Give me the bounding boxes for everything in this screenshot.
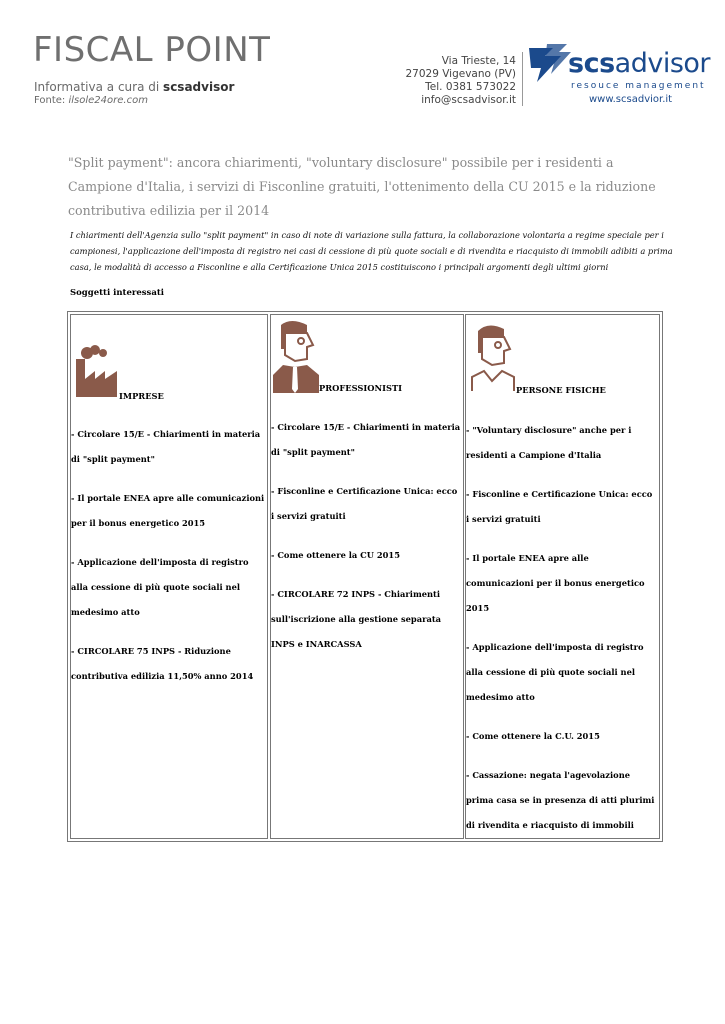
source-name: ilsole24ore.com [68,95,148,106]
list-item[interactable]: - Applicazione dell'imposta di registro alla cessione di più quote sociali nel medesimo atto [466,642,644,702]
list-item[interactable]: - Circolare 15/E - Chiarimenti in materia di "split payment" [271,422,461,457]
address-phone: Tel. 0381 573022 [425,81,516,93]
address-block [405,55,516,107]
factory-icon [73,345,119,397]
column-persone-fisiche [465,314,660,839]
logo-wordmark [568,48,710,79]
column-imprese [70,314,268,839]
list-item[interactable]: - Cassazione: negata l'agevolazione prima casa se in presenza di atti plurimi di rivendita e riacquisto di immobili [466,770,655,830]
list-item[interactable]: - Fisconline e Certificazione Unica: ecco i servizi gratuiti [466,489,653,524]
list-item[interactable]: - Il portale ENEA apre alle comunicazioni per il bonus energetico 2015 [71,493,265,528]
subtitle-brand: scsadvisor [163,80,235,94]
address-email[interactable]: info@scsadvisor.it [421,94,516,106]
logo-bold: scs [568,48,615,79]
list-item[interactable]: - "Voluntary disclosure" anche per i residenti a Campione d'Italia [466,425,632,460]
column-heading-professionisti: PROFESSIONISTI [319,383,402,393]
document-intro: I chiarimenti dell'Agenzia sullo "split payment" in caso di note di variazione sulla fattura, la collaborazione volontaria a regime speciale per i campionesi, l'applicazione dell'imposta di registro nei casi di cessione di più quote sociali e di rivendita e riacquisto di immobili adibiti a prima casa, le modalità di accesso a Fisconline e alla Certificazione Unica 2015 costituiscono i principali argomenti degli ultimi giorni [70,230,673,272]
list-item[interactable]: - Applicazione dell'imposta di registro alla cessione di più quote sociali nel medesimo atto [71,557,249,617]
subjects-table [67,311,663,842]
list-item[interactable]: - CIRCOLARE 72 INPS - Chiarimenti sull'iscrizione alla gestione separata INPS e INARCASSA [271,589,442,649]
column-heading-persone-fisiche: PERSONE FISICHE [516,385,606,395]
brand-subtitle [34,80,234,94]
address-street: Via Trieste, 14 [441,55,516,67]
list-item[interactable]: - CIRCOLARE 75 INPS - Riduzione contributiva edilizia 11,50% anno 2014 [71,646,254,681]
brand-source [34,95,148,106]
address-city: 27029 Vigevano (PV) [405,68,516,80]
header-divider [522,52,523,106]
logo-tagline: resouce management [571,81,706,91]
businessman-icon [273,319,319,393]
column-professionisti [270,314,464,839]
list-item[interactable]: - Come ottenere la C.U. 2015 [466,731,600,741]
subtitle-prefix: Informativa a cura di [34,80,160,94]
column-heading-imprese: IMPRESE [119,391,164,401]
column-items-professionisti [271,415,461,671]
list-item[interactable]: - Fisconline e Certificazione Unica: ecco i servizi gratuiti [271,486,458,521]
logo-light: advisor [614,48,711,79]
list-item[interactable]: - Il portale ENEA apre alle comunicazioni per il bonus energetico 2015 [466,553,645,613]
person-icon [470,323,516,391]
brand-title: FISCAL POINT [33,30,271,70]
subjects-label: Soggetti interessati [70,288,165,298]
column-items-imprese [71,422,265,703]
list-item[interactable]: - Come ottenere la CU 2015 [271,550,400,560]
document-title: "Split payment": ancora chiarimenti, "voluntary disclosure" possibile per i residenti a Campione d'Italia, i servizi di Fisconline gratuiti, l'ottenimento della CU 2015 e la riduzione contributiva edilizia per il 2014 [68,155,656,218]
source-prefix: Fonte: [34,95,66,106]
column-items-persone-fisiche [466,418,657,852]
list-item[interactable]: - Circolare 15/E - Chiarimenti in materia di "split payment" [71,429,261,464]
logo-url[interactable]: www.scsadvior.it [589,94,673,105]
